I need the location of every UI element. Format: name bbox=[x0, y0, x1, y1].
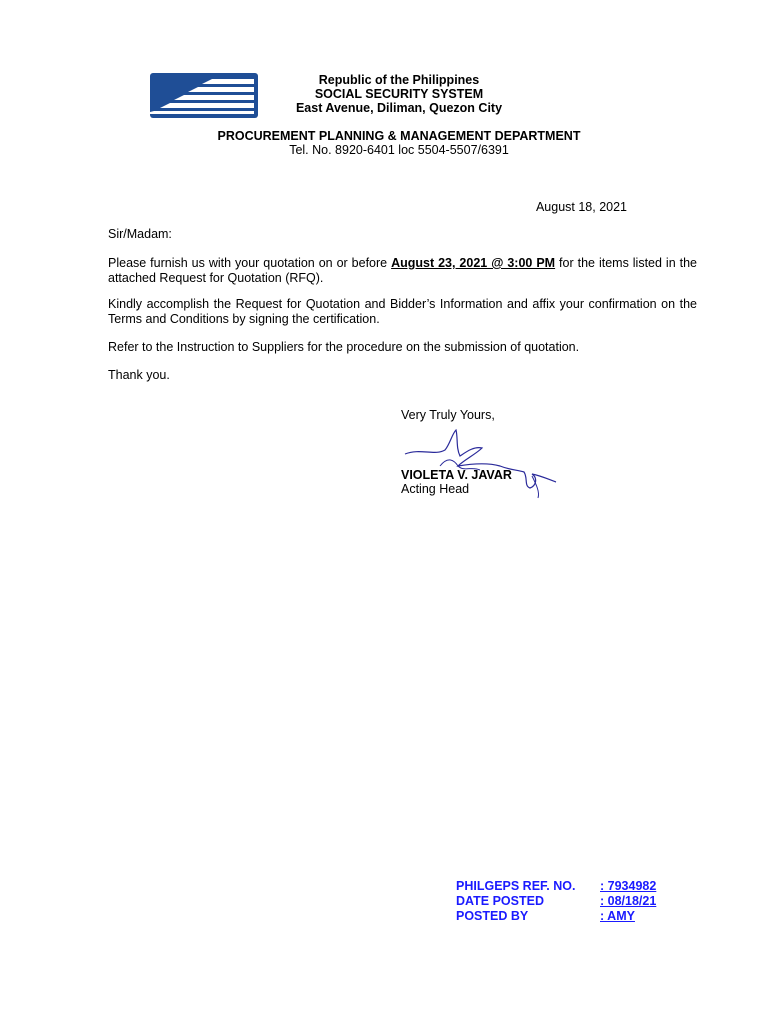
sss-logo bbox=[150, 73, 258, 118]
date-posted-label: DATE POSTED bbox=[456, 894, 544, 908]
philgeps-ref-label: PHILGEPS REF. NO. bbox=[456, 879, 576, 893]
p1-text-before: Please furnish us with your quotation on or before bbox=[108, 256, 392, 270]
posted-by-value: : AMY bbox=[600, 909, 635, 923]
p1-text-after: for the items listed in the attached Request for Quotation (RFQ). bbox=[108, 256, 697, 285]
header-country: Republic of the Philippines bbox=[318, 73, 480, 87]
header-agency: SOCIAL SECURITY SYSTEM bbox=[314, 87, 484, 101]
signer-name: VIOLETA V. JAVAR bbox=[401, 468, 512, 482]
paragraph-refer: Refer to the Instruction to Suppliers for the procedure on the submission of quotation. bbox=[108, 340, 580, 354]
closing: Very Truly Yours, bbox=[401, 408, 495, 422]
paragraph-thanks: Thank you. bbox=[108, 368, 170, 382]
posted-by-row bbox=[456, 909, 635, 924]
philgeps-ref-value: : 7934982 bbox=[600, 879, 657, 893]
paragraph-deadline bbox=[108, 256, 697, 286]
paragraph-instructions: Kindly accomplish the Request for Quotation and Bidder’s Information and affix your confirmation on the Terms and Conditions by signing the certification. bbox=[108, 297, 697, 326]
salutation: Sir/Madam: bbox=[108, 227, 172, 241]
philgeps-ref-row bbox=[456, 879, 656, 894]
date-posted-value: : 08/18/21 bbox=[600, 894, 657, 908]
letter-date: August 18, 2021 bbox=[535, 200, 627, 214]
signer-title: Acting Head bbox=[401, 482, 470, 496]
date-posted-row bbox=[456, 894, 656, 909]
department-name: PROCUREMENT PLANNING & MANAGEMENT DEPARTMENT bbox=[217, 129, 581, 143]
p1-deadline: August 23, 2021 @ 3:00 PM bbox=[391, 256, 556, 270]
department-telephone: Tel. No. 8920-6401 loc 5504-5507/6391 bbox=[289, 143, 509, 157]
header-address: East Avenue, Diliman, Quezon City bbox=[295, 101, 503, 115]
posted-by-label: POSTED BY bbox=[456, 909, 529, 923]
